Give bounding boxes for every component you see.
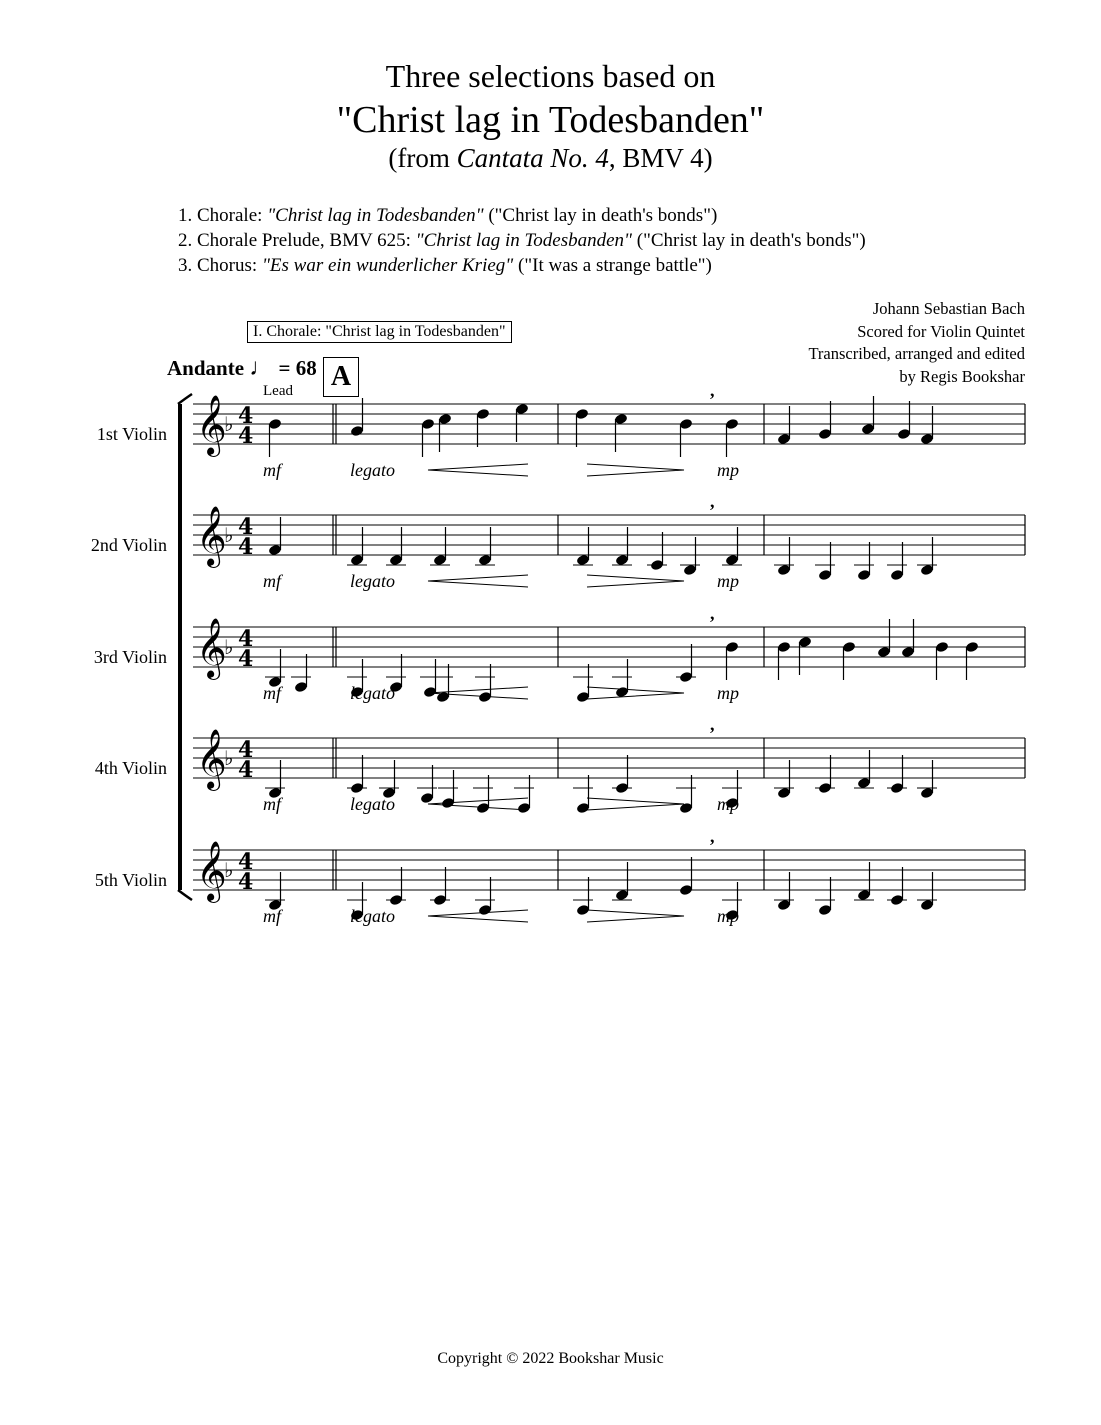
- scoring: Scored for Violin Quintet: [857, 321, 1025, 341]
- instrument-name-4: 4th Violin: [94, 758, 167, 778]
- instrument-name-5: 5th Violin: [94, 870, 167, 890]
- breath-mark: ,: [710, 491, 715, 511]
- crescendo-hairpin: [428, 910, 528, 922]
- selection-item-2: 2. Chorale Prelude, BMV 625: "Christ lag in Todesbanden" ("Christ lay in death's bonds"): [178, 230, 866, 251]
- flat-icon: ♭: [224, 635, 234, 659]
- time-signature-bottom: 4: [238, 534, 254, 560]
- main-title: "Christ lag in Todesbanden": [336, 99, 765, 141]
- section-label: I. Chorale: "Christ lag in Todesbanden": [247, 321, 512, 343]
- arranger-name: by Regis Bookshar: [899, 366, 1025, 386]
- composer: Johann Sebastian Bach: [872, 299, 1025, 318]
- bracket-bottom-hook: [178, 890, 192, 900]
- subtitle-cantata: Cantata No. 4: [456, 143, 609, 173]
- crescendo-hairpin: [428, 575, 528, 587]
- diminuendo-hairpin: [587, 464, 684, 476]
- expression-legato: legato: [350, 571, 395, 591]
- selection-item-3: 3. Chorus: "Es war ein wunderlicher Krieg" ("It was a strange battle"): [178, 255, 712, 276]
- diminuendo-hairpin: [587, 687, 684, 699]
- title-line-1: Three selections based on: [385, 58, 716, 94]
- subtitle-pre: (from: [388, 143, 457, 173]
- dynamic-end: mp: [717, 794, 739, 814]
- breath-mark: ,: [710, 380, 715, 400]
- dynamic-end: mp: [717, 683, 739, 703]
- expression-legato: legato: [350, 794, 395, 814]
- breath-mark: ,: [710, 603, 715, 623]
- treble-clef-icon: 𝄞: [196, 841, 227, 901]
- breath-mark: ,: [710, 826, 715, 846]
- time-signature-top: 4: [238, 626, 254, 652]
- expression-legato: legato: [350, 906, 395, 926]
- subtitle-post: , BMV 4): [608, 143, 713, 173]
- dynamic-start: mf: [263, 794, 281, 814]
- time-signature-top: 4: [238, 849, 254, 875]
- flat-icon: ♭: [224, 523, 234, 547]
- dynamic-start: mf: [263, 906, 281, 926]
- arranger-line: Transcribed, arranged and edited: [808, 344, 1025, 363]
- flat-icon: ♭: [224, 858, 234, 882]
- dynamic-end: mp: [717, 460, 739, 480]
- diminuendo-hairpin: [587, 575, 684, 587]
- dynamic-start: mf: [263, 683, 281, 703]
- diminuendo-hairpin: [587, 910, 684, 922]
- flat-icon: ♭: [224, 746, 234, 770]
- bracket-top-hook: [178, 394, 192, 404]
- instrument-name-3: 3rd Violin: [93, 647, 167, 667]
- time-signature-bottom: 4: [238, 423, 254, 449]
- treble-clef-icon: 𝄞: [196, 618, 227, 678]
- selection-item-1: 1. Chorale: "Christ lag in Todesbanden" ("Christ lay in death's bonds"): [178, 205, 718, 226]
- time-signature-top: 4: [238, 514, 254, 540]
- time-signature-bottom: 4: [238, 646, 254, 672]
- tempo-marking: Andante ♩ = 68: [167, 355, 317, 381]
- time-signature-top: 4: [238, 737, 254, 763]
- instrument-name-2: 2nd Violin: [90, 535, 167, 555]
- instrument-name-1: 1st Violin: [96, 424, 167, 444]
- diminuendo-hairpin: [587, 798, 684, 810]
- dynamic-start: mf: [263, 460, 281, 480]
- treble-clef-icon: 𝄞: [196, 506, 227, 566]
- treble-clef-icon: 𝄞: [196, 395, 227, 455]
- flat-icon: ♭: [224, 412, 234, 436]
- lead-label: Lead: [263, 383, 293, 399]
- treble-clef-icon: 𝄞: [196, 729, 227, 789]
- dynamic-start: mf: [263, 571, 281, 591]
- rehearsal-mark: A: [323, 357, 359, 397]
- dynamic-end: mp: [717, 906, 739, 926]
- breath-mark: ,: [710, 714, 715, 734]
- expression-legato: legato: [350, 683, 395, 703]
- expression-legato: legato: [350, 460, 395, 480]
- time-signature-bottom: 4: [238, 757, 254, 783]
- copyright: Copyright © 2022 Bookshar Music: [437, 1350, 664, 1367]
- crescendo-hairpin: [428, 464, 528, 476]
- time-signature-top: 4: [238, 403, 254, 429]
- time-signature-bottom: 4: [238, 869, 254, 895]
- dynamic-end: mp: [717, 571, 739, 591]
